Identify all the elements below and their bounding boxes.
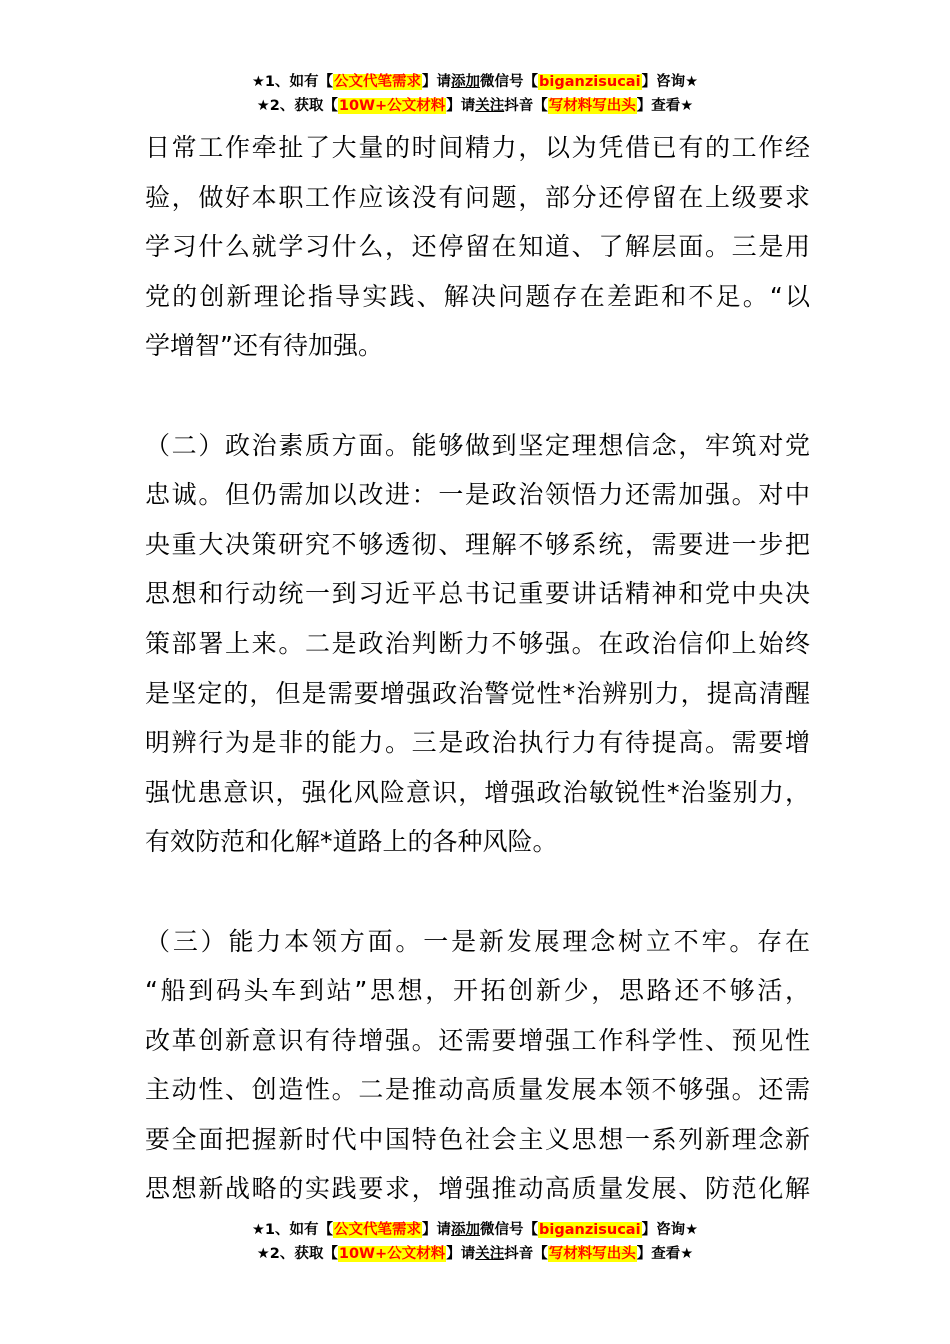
text-line: 学习什么就学习什么，还停留在知道、了解层面。三是用 [145,232,810,262]
text-line: 明辨行为是非的能力。三是政治执行力有待提高。需要增 [145,728,810,758]
footer-line-2-end: 】查看★ [636,1246,694,1262]
text-line: 日常工作牵扯了大量的时间精力，以为凭借已有的工作经 [145,133,810,162]
text-line: 思想新战略的实践要求，增强推动高质量发展、防范化解 [145,1174,810,1204]
paragraph-gap [145,867,810,917]
douyin-id-highlight: 写材料写出头 [548,1246,636,1262]
text-line: 验，做好本职工作应该没有问题，部分还停留在上级要求 [145,182,810,212]
add-underlined: 添加 [451,74,481,90]
text-line: 思想和行动统一到习近平总书记重要讲话精神和党中央决 [145,579,810,609]
paragraph-ability [145,917,810,1215]
footer-line-2-mid2: 抖音【 [504,1246,548,1262]
paragraph-gap [145,371,810,421]
header-line-1-mid2: 微信号【 [480,74,539,90]
douyin-id-highlight: 写材料写出头 [548,98,636,114]
footer-line-1-end: 】咨询★ [641,1222,699,1238]
text-line: 要全面把握新时代中国特色社会主义思想一系列新理念新 [145,1124,810,1154]
text-line: 是坚定的，但是需要增强政治警觉性*治辨别力，提高清醒 [145,678,810,708]
document-body [145,123,810,1214]
footer-line-2-prefix: ★2、获取【 [256,1246,338,1262]
text-line: 央重大决策研究不够透彻、理解不够系统，需要进一步把 [145,529,810,559]
header-line-2 [0,94,950,118]
text-line: 党的创新理论指导实践、解决问题存在差距和不足。“以 [145,281,810,311]
materials-highlight: 10W+公文材料 [338,98,446,114]
paragraph-continuation [145,123,810,371]
header-line-1-prefix: ★1、如有【 [251,74,334,90]
text-line: （三）能力本领方面。一是新发展理念树立不牢。存在 [145,926,810,956]
header-line-2-mid2: 抖音【 [504,98,548,114]
text-line: 忠诚。但仍需加以改进：一是政治领悟力还需加强。对中 [145,480,810,510]
text-line: “船到码头车到站”思想，开拓创新少，思路还不够活， [145,976,810,1006]
text-line: 强忧患意识，强化风险意识，增强政治敏锐性*治鉴别力， [145,777,810,807]
text-line: 学增智”还有待加强。 [145,331,383,361]
footer-banner [0,1218,950,1266]
header-line-2-mid: 】请 [446,98,476,114]
materials-highlight: 10W+公文材料 [338,1246,446,1262]
ghostwriting-highlight: 公文代笔需求 [334,1222,422,1238]
wechat-id-highlight: biganzisucai [539,1222,641,1238]
text-line: 改革创新意识有待增强。还需要增强工作科学性、预见性 [145,1025,810,1055]
header-line-1 [0,70,950,94]
header-line-1-end: 】咨询★ [641,74,699,90]
wechat-id-highlight: biganzisucai [539,74,641,90]
footer-line-1-mid: 】请 [422,1222,452,1238]
text-line: 主动性、创造性。二是推动高质量发展本领不够强。还需 [145,1075,810,1105]
paragraph-political-quality [145,421,810,867]
header-line-1-mid: 】请 [422,74,452,90]
footer-line-2 [0,1242,950,1266]
footer-line-1-prefix: ★1、如有【 [251,1222,334,1238]
text-line: （二）政治素质方面。能够做到坚定理想信念，牢筑对党 [145,430,810,460]
follow-underlined: 关注 [475,1246,505,1262]
footer-line-1 [0,1218,950,1242]
header-banner [0,70,950,118]
header-line-2-prefix: ★2、获取【 [256,98,338,114]
footer-line-1-mid2: 微信号【 [480,1222,539,1238]
text-line: 有效防范和化解*道路上的各种风险。 [145,827,558,857]
ghostwriting-highlight: 公文代笔需求 [334,74,422,90]
footer-line-2-mid: 】请 [446,1246,476,1262]
follow-underlined: 关注 [475,98,505,114]
header-line-2-end: 】查看★ [636,98,694,114]
add-underlined: 添加 [451,1222,481,1238]
text-line: 策部署上来。二是政治判断力不够强。在政治信仰上始终 [145,628,810,658]
